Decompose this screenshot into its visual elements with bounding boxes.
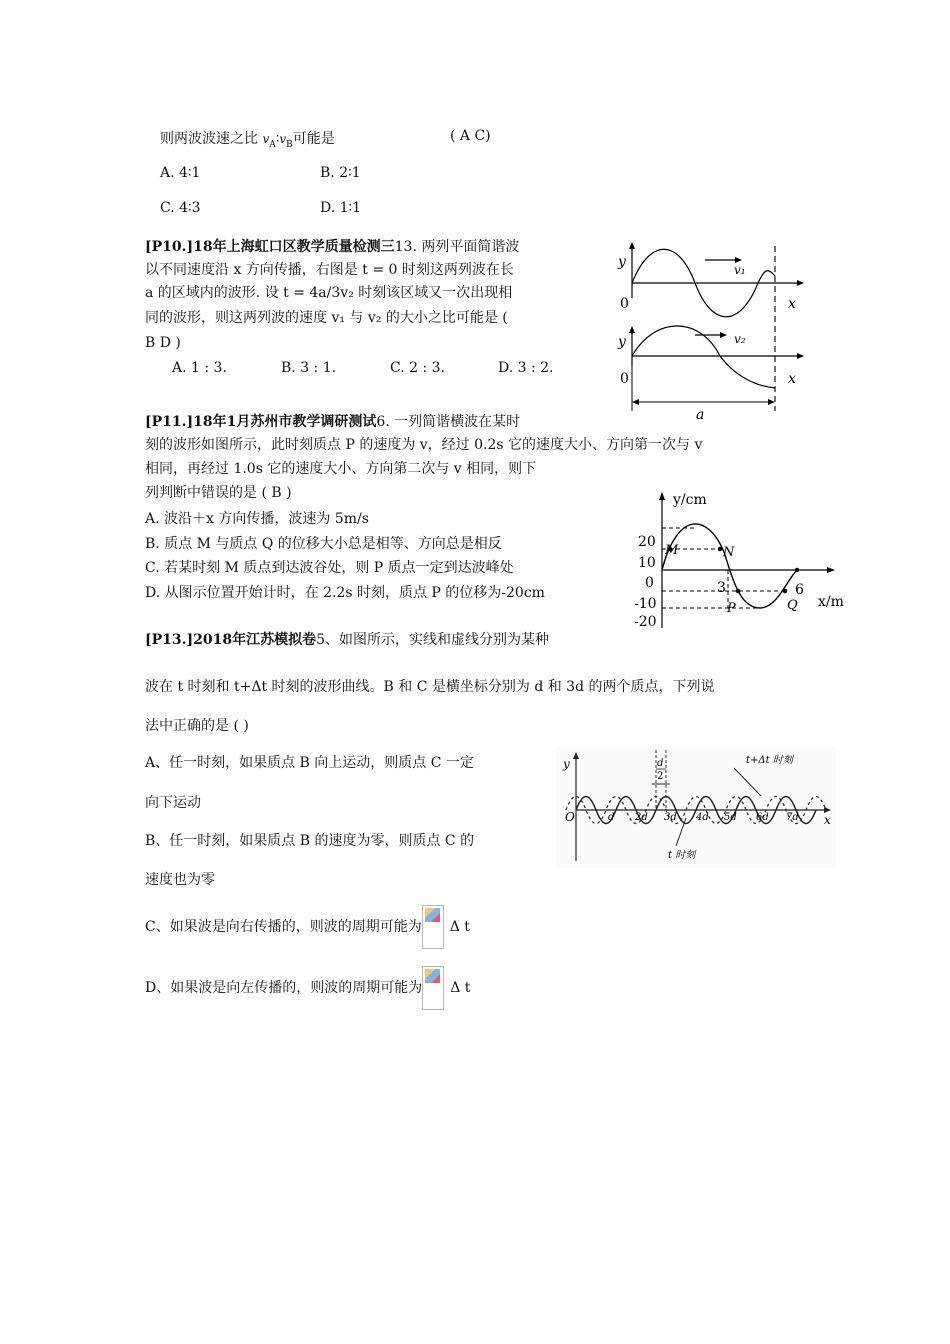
- p11-option-b: B. 质点 M 与质点 Q 的位移大小总是相等、方向总是相反: [145, 536, 502, 552]
- p11-label-P: P: [727, 601, 736, 616]
- p13-xtick: 7d: [786, 812, 799, 823]
- arrowhead-icon: [659, 492, 665, 500]
- p13-wave-figure: [556, 746, 836, 868]
- p13-tdt-label: t+Δt 时刻: [746, 755, 793, 766]
- p11-label-Q: Q: [787, 598, 798, 613]
- p11-source-tag: [P11.]18年1月苏州市教学调研测试: [145, 414, 377, 430]
- p13-option-a: A、任一时刻，如果质点 B 向上运动，则质点 C 一定: [145, 755, 474, 771]
- p13-d-label: d: [657, 758, 664, 769]
- p10-option-d: D. 3 : 2.: [498, 360, 554, 376]
- p10-wave-figure: [610, 236, 810, 426]
- p10-top-x-label: x: [788, 296, 796, 312]
- arrowhead-icon: [827, 567, 835, 573]
- p11-ytick: -20: [634, 614, 657, 630]
- prev-option-d: D. 1∶1: [320, 200, 362, 216]
- p10-source-tag: [P10.]18年上海虹口区教学质量检测三: [145, 239, 395, 255]
- p13-option-c: C、如果波是向右传播的，则波的周期可能为 Δ t: [145, 905, 470, 949]
- p11-label-M: M: [665, 543, 679, 558]
- p11-ytick: 10: [638, 555, 656, 571]
- p11-option-c: C. 若某时刻 M 质点到达波谷处，则 P 质点一定到达波峰处: [145, 560, 514, 576]
- p10-bottom-x-label: x: [788, 371, 796, 387]
- broken-image-icon: [422, 905, 444, 949]
- arrowhead-icon: [720, 332, 727, 338]
- p10-line-3: a 的区域内的波形. 设 t = 4a/3v₂ 时刻该区域又一次出现相: [145, 285, 513, 301]
- p11-ytick: 20: [638, 534, 656, 550]
- arrowhead-icon: [629, 242, 635, 249]
- p10-v1-label: v₁: [734, 263, 746, 277]
- p13-xtick: 5d: [724, 812, 737, 823]
- p13-xtick: 2d: [635, 812, 648, 823]
- p11-wave-figure: [625, 488, 850, 633]
- p11-line-1: [P11.]18年1月苏州市教学调研测试6. 一列简谐横波在某时: [145, 414, 521, 430]
- p11-label-N: N: [723, 545, 735, 560]
- p11-xtick: 3: [717, 580, 726, 596]
- broken-image-icon: [422, 966, 444, 1010]
- p11-option-d: D. 从图示位置开始计时，在 2.2s 时刻，质点 P 的位移为-20cm: [145, 585, 545, 601]
- p13-option-b-cont: 速度也为零: [145, 872, 215, 888]
- p13-source-tag: [P13.]2018年江苏模拟卷: [145, 632, 317, 648]
- prev-option-b: B. 2∶1: [320, 165, 361, 181]
- p11-point-N: [718, 547, 723, 552]
- p13-option-a-cont: 向下运动: [145, 795, 201, 811]
- p11-ytick: -10: [634, 596, 657, 612]
- p10-line-2: 以不同速度沿 x 方向传播，右图是 t = 0 时刻这两列波在长: [145, 262, 514, 278]
- p10-option-c: C. 2 : 3.: [390, 360, 445, 376]
- p13-xtick: 3d: [664, 812, 677, 823]
- arrowhead-icon: [629, 326, 635, 333]
- arrowhead-icon: [797, 353, 804, 359]
- p11-ytick: 0: [645, 575, 654, 591]
- p11-option-a: A. 波沿＋x 方向传播，波速为 5m/s: [145, 511, 369, 527]
- p13-xtick: d: [608, 812, 615, 823]
- p13-xtick: 4d: [696, 812, 709, 823]
- prev-question-stem: 则两波波速之比 $v_A∶v_B$可能是: [160, 131, 335, 150]
- p10-option-b: B. 3 : 1.: [281, 360, 337, 376]
- p11-wave: [662, 524, 797, 608]
- arrowhead-icon: [797, 280, 804, 286]
- p10-v2-label: v₂: [734, 332, 746, 346]
- prev-option-a: A. 4∶1: [160, 165, 201, 181]
- prev-answer: ( A C): [450, 128, 491, 144]
- p10-option-a: A. 1 : 3.: [172, 360, 227, 376]
- p10-bottom-y-label: y: [618, 334, 626, 350]
- p13-d-den: 2: [657, 771, 664, 782]
- p10-line-5: B D ): [145, 335, 181, 351]
- p10-top-y-label: y: [618, 254, 626, 270]
- p13-origin: O: [565, 810, 575, 824]
- p13-xtick: 6d: [756, 812, 769, 823]
- p11-x-label: x/m: [818, 594, 844, 610]
- p10-line-4: 同的波形，则这两列波的速度 v₁ 与 v₂ 的大小之比可能是 (: [145, 310, 508, 326]
- p13-line-1: [P13.]2018年江苏模拟卷5、如图所示，实线和虚线分别为某种: [145, 632, 550, 648]
- p13-line-3: 法中正确的是 ( ): [145, 718, 249, 734]
- p13-y-label: y: [563, 757, 570, 771]
- arrowhead-icon: [632, 399, 639, 405]
- arrowhead-icon: [768, 399, 775, 405]
- p13-option-d: D、如果波是向左传播的，则波的周期可能为 Δ t: [145, 966, 470, 1010]
- p11-y-label: y/cm: [673, 492, 707, 508]
- prev-option-c: C. 4∶3: [160, 200, 201, 216]
- p11-line-4: 列判断中错误的是 ( B ): [145, 485, 292, 501]
- p13-x-label: x: [824, 813, 831, 827]
- p10-top-origin: 0: [620, 296, 629, 312]
- p10-length-label: a: [696, 407, 705, 423]
- p10-line-1: [P10.]18年上海虹口区教学质量检测三13. 两列平面简谐波: [145, 239, 520, 255]
- p11-line-3: 相同，再经过 1.0s 它的速度大小、方向第二次与 v 相同，则下: [145, 461, 537, 477]
- p11-point-Q: [783, 589, 788, 594]
- p11-point-P: [736, 589, 741, 594]
- p11-line-2: 刻的波形如图所示，此时刻质点 P 的速度为 v，经过 0.2s 它的速度大小、方向第一次与 v: [145, 437, 703, 453]
- p13-option-b: B、任一时刻，如果质点 B 的速度为零，则质点 C 的: [145, 833, 475, 849]
- p11-xtick: 6: [795, 582, 804, 598]
- p13-line-2: 波在 t 时刻和 t+Δt 时刻的波形曲线。B 和 C 是横坐标分别为 d 和 3d 的两个质点，下列说: [145, 679, 715, 695]
- p10-bottom-origin: 0: [620, 371, 629, 387]
- p13-t-label: t 时刻: [668, 850, 696, 861]
